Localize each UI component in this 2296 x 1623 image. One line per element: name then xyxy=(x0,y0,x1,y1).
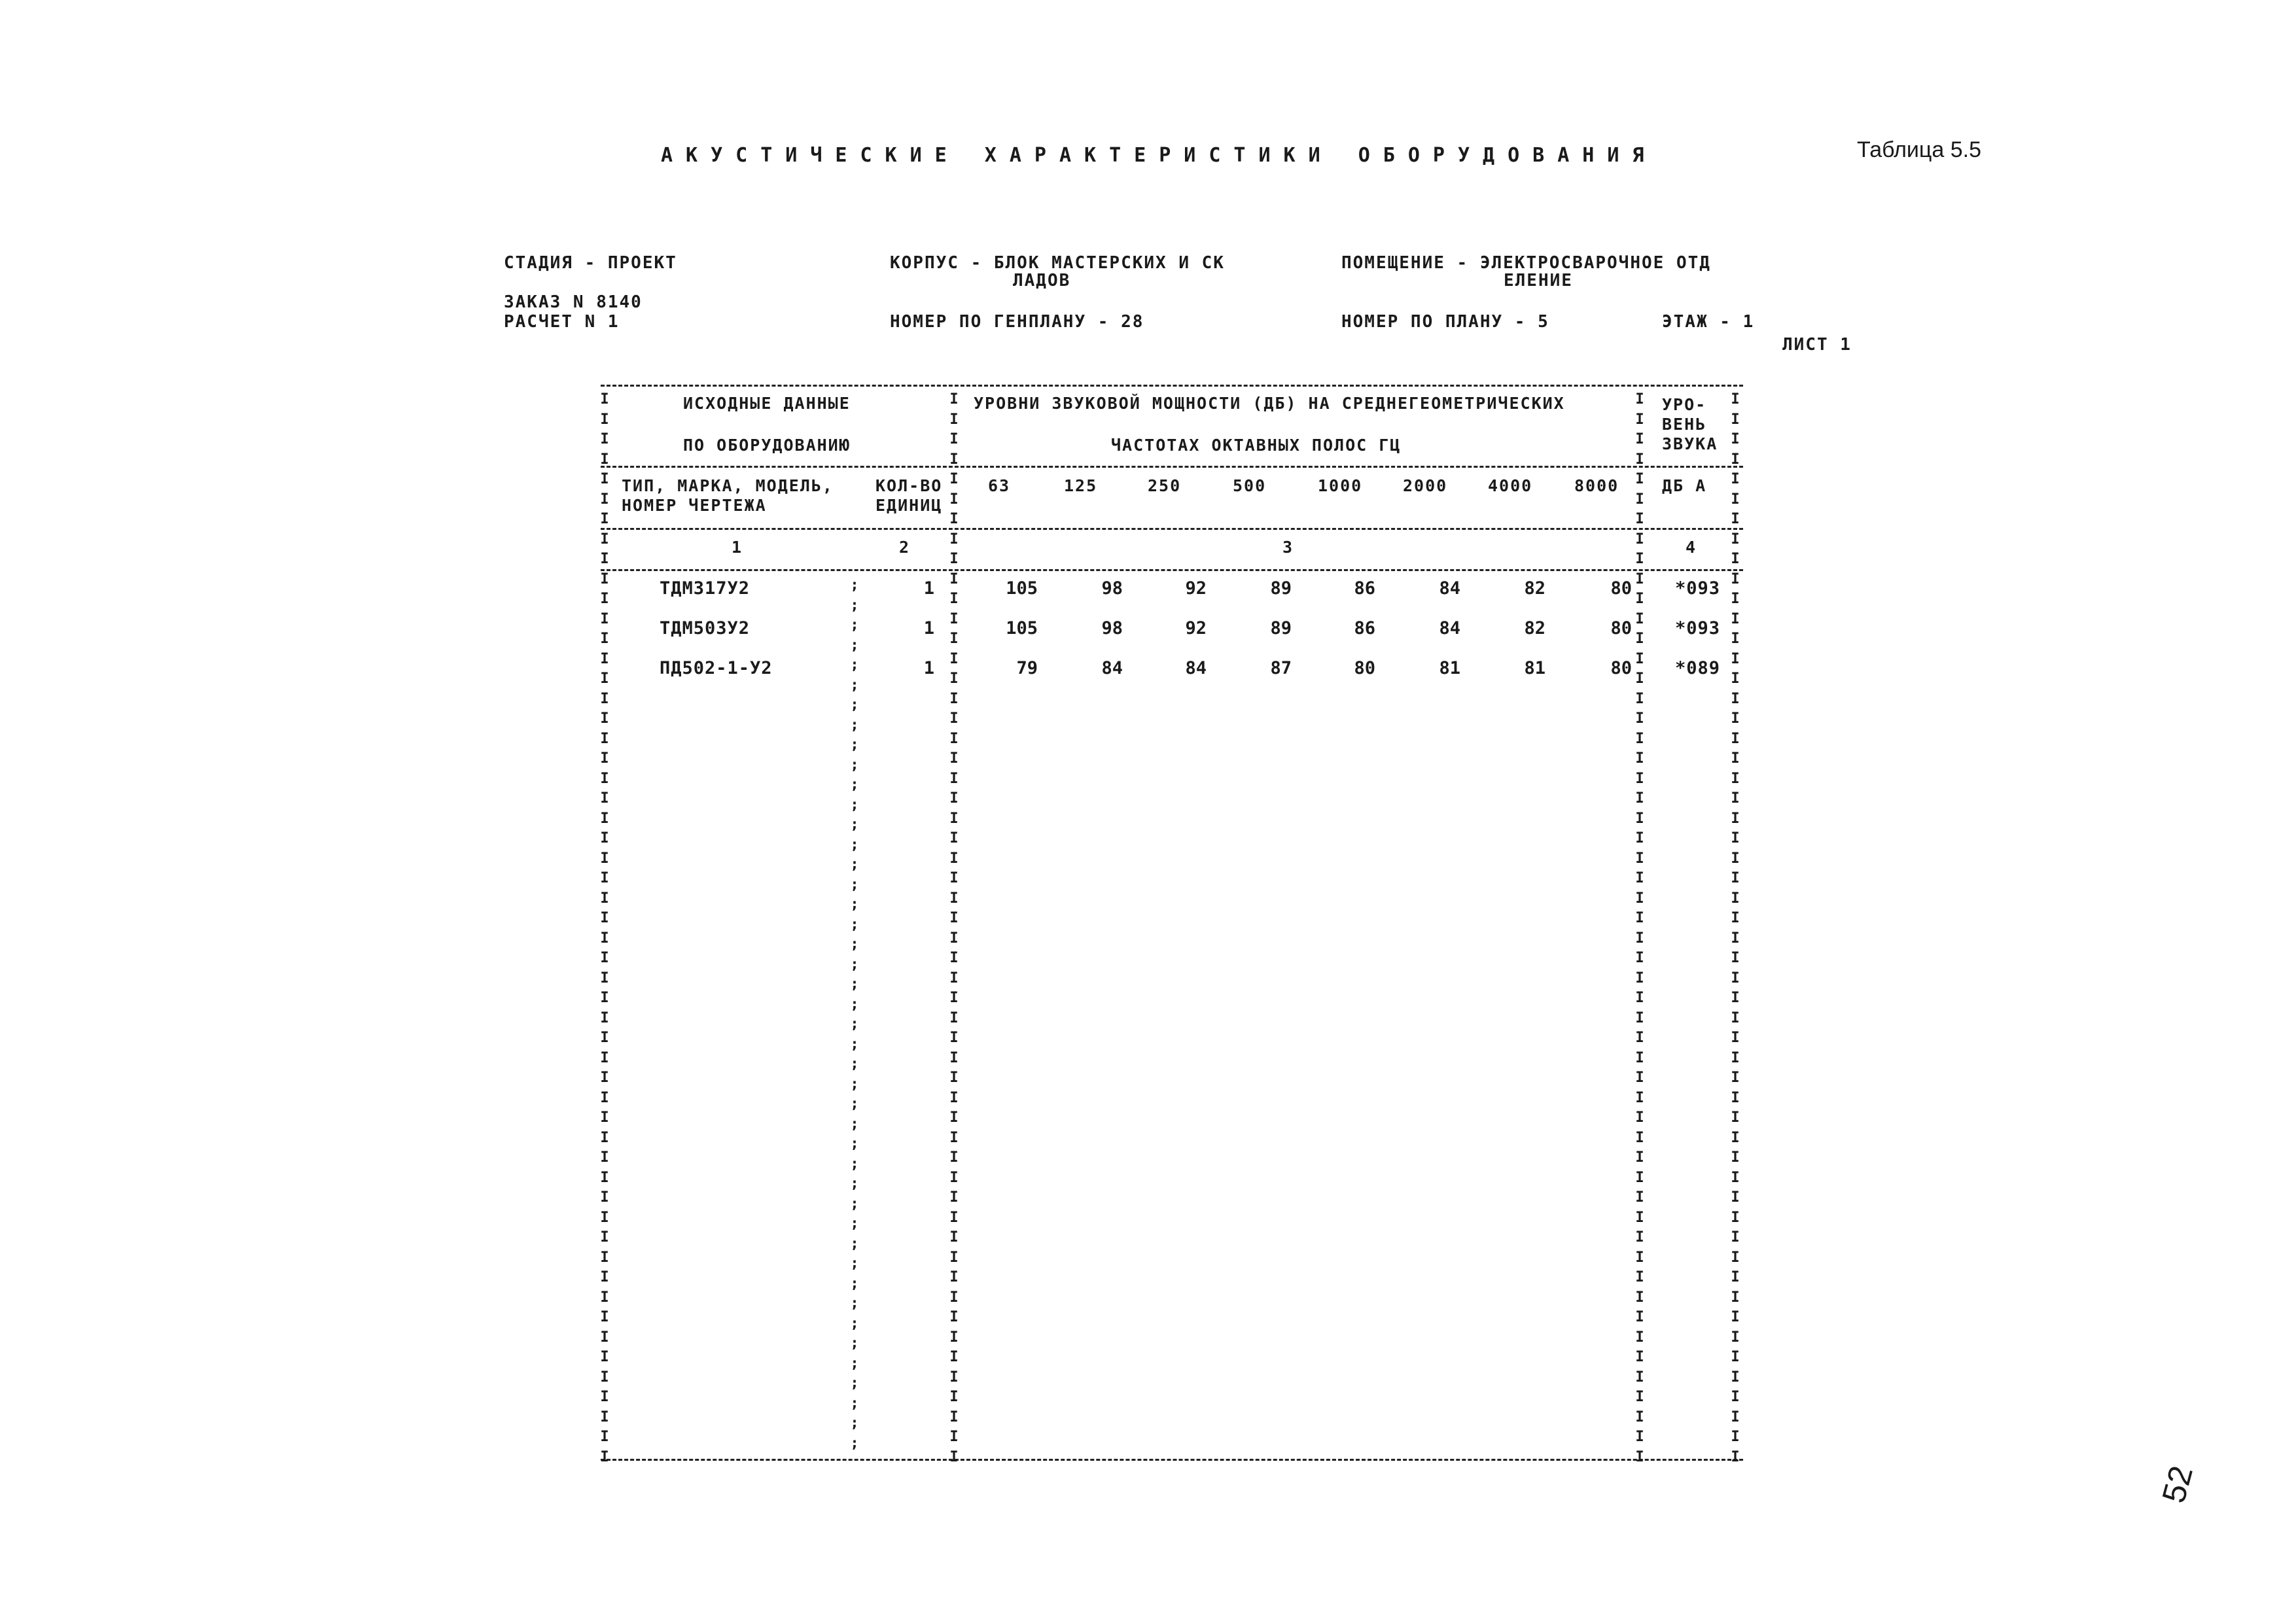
level-250: 92 xyxy=(1185,618,1207,638)
row-dba: *093 xyxy=(1675,618,1721,638)
room-label-cont: ЕЛЕНИЕ xyxy=(1504,271,1573,290)
level-63: 105 xyxy=(1006,578,1038,599)
level-250: 84 xyxy=(1185,658,1207,678)
level-4000: 82 xyxy=(1524,618,1545,638)
header-sound-level-2: ВЕНЬ xyxy=(1662,415,1707,434)
level-8000: 80 xyxy=(1610,618,1632,638)
level-4000: 82 xyxy=(1524,578,1545,599)
level-2000: 84 xyxy=(1439,578,1460,599)
separator-qty-levels: I I I I I I I I I I I I I I I I I I I I I I I I I I I I I I I I I I I I I I I I I I I I I I I I I I I I I I xyxy=(949,391,959,1465)
level-8000: 80 xyxy=(1610,578,1632,599)
separator-type-qty: ; ; ; ; ; ; ; ; ; ; ; ; ; ; ; ; ; ; ; ; ; ; ; ; ; ; ; ; ; ; ; ; ; ; ; ; ; ; ; ; ; ; ; ; xyxy=(850,577,859,1452)
level-1000: 86 xyxy=(1354,618,1375,638)
colnum-rule xyxy=(601,569,1743,571)
freq-250: 250 xyxy=(1148,476,1182,495)
level-500: 89 xyxy=(1270,618,1292,638)
header-sound-level-1: УРО- xyxy=(1662,395,1707,414)
header-mid-rule xyxy=(601,466,1743,468)
table-top-rule xyxy=(601,385,1743,387)
header-dba: ДБ А xyxy=(1662,476,1707,495)
row-equipment-name: ПД502-1-У2 xyxy=(660,658,773,678)
building-label: КОРПУС - БЛОК МАСТЕРСКИХ И СК xyxy=(890,253,1225,273)
header-quantity: КОЛ-ВО xyxy=(875,476,943,495)
freq-63: 63 xyxy=(988,476,1011,495)
genplan-label: НОМЕР ПО ГЕНПЛАНУ - 28 xyxy=(890,312,1144,332)
level-1000: 80 xyxy=(1354,658,1375,678)
left-border: I I I I I I I I I I I I I I I I I I I I I I I I I I I I I I I I I I I I I I I I I I I I I I I I I I I I I I xyxy=(600,391,609,1465)
level-125: 98 xyxy=(1101,618,1123,638)
header-sound-level-3: ЗВУКА xyxy=(1662,434,1718,453)
table-label: Таблица 5.5 xyxy=(1857,137,1982,162)
calc-label: РАСЧЕТ N 1 xyxy=(504,312,620,332)
row-quantity: 1 xyxy=(923,578,934,599)
header-by-equipment: ПО ОБОРУДОВАНИЮ xyxy=(683,436,851,455)
sheet-label: ЛИСТ 1 xyxy=(1782,335,1852,355)
level-250: 92 xyxy=(1185,578,1207,599)
row-quantity: 1 xyxy=(923,658,934,678)
stage-label: СТАДИЯ - ПРОЕКТ xyxy=(504,253,677,273)
row-quantity: 1 xyxy=(923,618,934,638)
room-label: ПОМЕЩЕНИЕ - ЭЛЕКТРОСВАРОЧНОЕ ОТД xyxy=(1341,253,1711,273)
level-63: 105 xyxy=(1006,618,1038,638)
column-number-2: 2 xyxy=(899,538,911,557)
document-title: АКУСТИЧЕСКИЕ ХАРАКТЕРИСТИКИ ОБОРУДОВАНИЯ xyxy=(661,144,1657,167)
level-2000: 81 xyxy=(1439,658,1460,678)
header-units: ЕДИНИЦ xyxy=(875,496,943,515)
plan-label: НОМЕР ПО ПЛАНУ - 5 xyxy=(1341,312,1549,332)
right-border: I I I I I I I I I I I I I I I I I I I I I I I I I I I I I I I I I I I I I I I I I I I I I I I I I I I I I I xyxy=(1731,391,1740,1465)
order-label: ЗАКАЗ N 8140 xyxy=(504,292,643,312)
header-drawing-number: НОМЕР ЧЕРТЕЖА xyxy=(622,496,767,515)
freq-125: 125 xyxy=(1064,476,1098,495)
separator-levels-dba: I I I I I I I I I I I I I I I I I I I I I I I I I I I I I I I I I I I I I I I I I I I I I I I I I I I I I I xyxy=(1635,391,1644,1465)
header-bottom-rule xyxy=(601,528,1743,530)
freq-500: 500 xyxy=(1233,476,1267,495)
level-63: 79 xyxy=(1016,658,1038,678)
row-dba: *089 xyxy=(1675,658,1721,678)
level-8000: 80 xyxy=(1610,658,1632,678)
building-label-cont: ЛАДОВ xyxy=(1013,271,1071,290)
floor-label: ЭТАЖ - 1 xyxy=(1662,312,1755,332)
table-bottom-rule xyxy=(601,1459,1743,1461)
row-equipment-name: ТДМ317У2 xyxy=(660,578,751,599)
freq-8000: 8000 xyxy=(1574,476,1619,495)
column-number-3: 3 xyxy=(1282,538,1294,557)
level-1000: 86 xyxy=(1354,578,1375,599)
freq-1000: 1000 xyxy=(1318,476,1363,495)
level-500: 89 xyxy=(1270,578,1292,599)
header-source-data: ИСХОДНЫЕ ДАННЫЕ xyxy=(683,394,851,413)
level-125: 98 xyxy=(1101,578,1123,599)
column-number-4: 4 xyxy=(1686,538,1697,557)
header-type-model: ТИП, МАРКА, МОДЕЛЬ, xyxy=(622,476,834,495)
header-power-levels: УРОВНИ ЗВУКОВОЙ МОЩНОСТИ (ДБ) НА СРЕДНЕГЕОМЕТРИЧЕСКИХ xyxy=(974,394,1565,413)
freq-2000: 2000 xyxy=(1403,476,1448,495)
level-500: 87 xyxy=(1270,658,1292,678)
row-dba: *093 xyxy=(1675,578,1721,599)
column-number-1: 1 xyxy=(732,538,743,557)
level-125: 84 xyxy=(1101,658,1123,678)
freq-4000: 4000 xyxy=(1488,476,1533,495)
header-octave-bands: ЧАСТОТАХ ОКТАВНЫХ ПОЛОС ГЦ xyxy=(1111,436,1402,455)
level-2000: 84 xyxy=(1439,618,1460,638)
page-number: 52 xyxy=(2155,1461,2200,1507)
row-equipment-name: ТДМ503У2 xyxy=(660,618,751,638)
level-4000: 81 xyxy=(1524,658,1545,678)
